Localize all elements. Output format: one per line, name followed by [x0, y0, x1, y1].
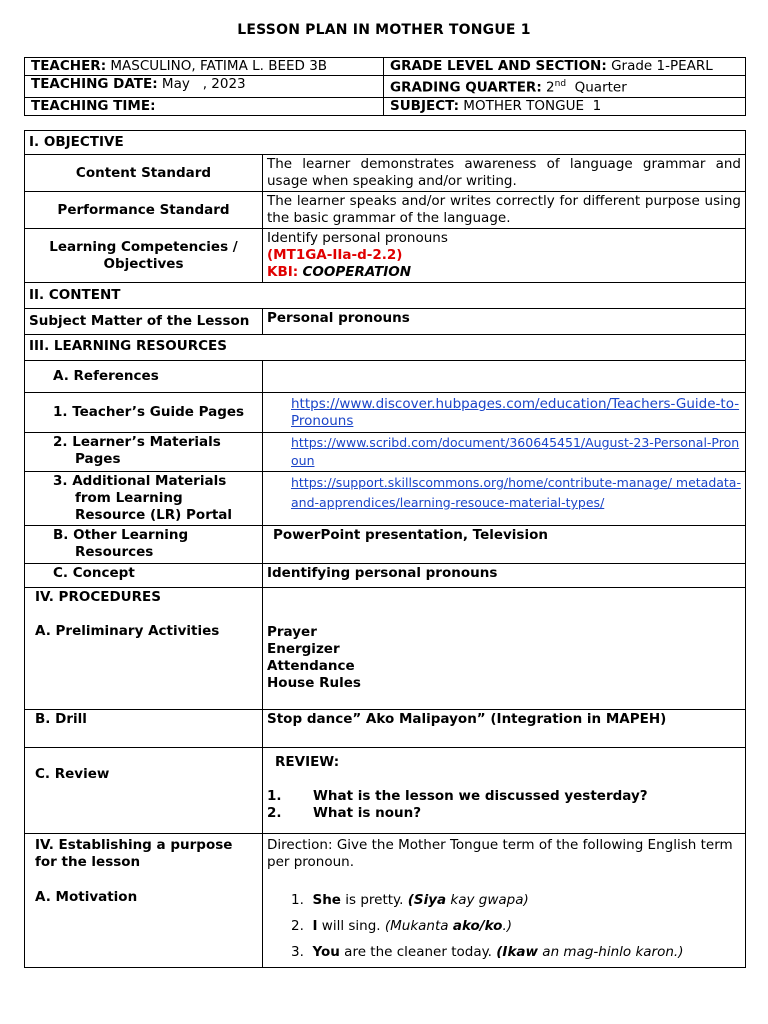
teachers-guide-link[interactable]: https://www.discover.hubpages.com/education/Teachers-Guide-to-Pronouns	[291, 396, 740, 429]
date-label: TEACHING DATE:	[31, 76, 158, 92]
kbi-label: KBI:	[267, 264, 299, 280]
teacher-cell	[25, 58, 384, 76]
other-resources-cell	[25, 526, 263, 564]
purpose-label-cell	[25, 834, 263, 968]
subject-value: MOTHER TONGUE 1	[463, 97, 602, 114]
additional-materials-cell	[25, 472, 263, 526]
motivation-item: 2. I will sing. (Mukanta ako/ko.)	[291, 918, 513, 934]
teachers-guide-cell	[263, 393, 746, 433]
resources-heading: III. LEARNING RESOURCES	[25, 335, 746, 361]
content-standard-label: Content Standard	[25, 155, 263, 192]
quarter-label: GRADING QUARTER:	[390, 79, 542, 96]
lesson-table	[24, 130, 746, 968]
motivation-item: 3. You are the cleaner today. (Ikaw an mag-hinlo karon.)	[291, 944, 684, 960]
additional-materials-link[interactable]: https://support.skillscommons.org/home/contribute-manage/ metadata-and-apprendices/learning-resouce-material-types/	[291, 475, 741, 510]
quarter-word: Quarter	[574, 79, 627, 96]
competencies-label: Learning Competencies / Objectives	[25, 229, 263, 283]
grade-cell	[384, 58, 746, 76]
time-label: TEACHING TIME:	[31, 97, 156, 114]
competency-code: (MT1GA-IIa-d-2.2)	[267, 247, 403, 263]
teacher-label: TEACHER:	[31, 58, 107, 74]
motivation-label: A. Motivation	[35, 889, 138, 905]
preliminary-item: Energizer	[267, 641, 340, 657]
additional-materials-label: 3. Additional Materials	[53, 473, 227, 489]
other-resources-label-2: Resources	[75, 544, 154, 560]
subject-matter-value: Personal pronouns	[263, 309, 746, 335]
procedures-heading: IV. PROCEDURES	[35, 589, 161, 605]
competencies-cell	[263, 229, 746, 283]
quarter-cell	[384, 76, 746, 98]
motivation-item: 1. She is pretty. (Siya kay gwapa)	[291, 892, 529, 908]
preliminary-item: Prayer	[267, 624, 317, 640]
header-table	[24, 57, 746, 116]
motivation-cell	[263, 834, 746, 968]
preliminary-list	[263, 588, 746, 710]
document-title: LESSON PLAN IN MOTHER TONGUE 1	[237, 22, 531, 38]
purpose-label: IV. Establishing a purpose for the lesson	[35, 837, 233, 870]
content-standard-value: The learner demonstrates awareness of language grammar and usage when speaking and/or writing.	[263, 155, 746, 192]
other-resources-label: B. Other Learning	[53, 527, 189, 543]
kbi-value: COOPERATION	[302, 264, 412, 280]
quarter-sup: nd	[554, 79, 567, 89]
grade-value: Grade 1-PEARL	[611, 58, 713, 74]
learners-materials-link-cell	[263, 433, 746, 472]
learners-materials-label: 2. Learner’s Materials	[53, 434, 221, 450]
review-cell: REVIEW: 1. What is the lesson we discussed yesterday? 2. What is noun?	[263, 748, 746, 834]
review-item: What is the lesson we discussed yesterday?	[313, 788, 648, 804]
performance-standard-value: The learner speaks and/or writes correctly for different purpose using the basic grammar of the language.	[263, 192, 746, 229]
direction-text: Direction: Give the Mother Tongue term of the following English term per pronoun.	[267, 837, 733, 870]
motivation-list	[267, 887, 741, 965]
drill-label: B. Drill	[25, 710, 263, 748]
additional-materials-label-2: from Learning	[75, 490, 183, 506]
teacher-value: MASCULINO, FATIMA L. BEED 3B	[110, 58, 328, 74]
additional-materials-link-cell	[263, 472, 746, 526]
content-heading: II. CONTENT	[25, 283, 746, 309]
references-value	[263, 361, 746, 393]
other-resources-value: PowerPoint presentation, Television	[263, 526, 746, 564]
additional-materials-label-3: Resource (LR) Portal	[75, 507, 233, 523]
subject-label: SUBJECT:	[390, 97, 459, 114]
review-label: C. Review	[25, 748, 263, 834]
time-cell	[25, 97, 384, 115]
preliminary-item: House Rules	[267, 675, 361, 691]
teachers-guide-label: 1. Teacher’s Guide Pages	[25, 393, 263, 433]
drill-value: Stop dance” Ako Malipayon” (Integration in MAPEH)	[263, 710, 746, 748]
references-label: A. References	[25, 361, 263, 393]
review-item: What is noun?	[313, 805, 422, 821]
procedures-label-cell	[25, 588, 263, 710]
learners-materials-cell	[25, 433, 263, 472]
learners-materials-label-2: Pages	[75, 451, 121, 467]
preliminary-label: A. Preliminary Activities	[35, 623, 220, 639]
learners-materials-link[interactable]: https://www.scribd.com/document/360645451/August-23-Personal-Pronoun	[291, 435, 740, 468]
concept-value: Identifying personal pronouns	[263, 564, 746, 588]
subject-cell	[384, 97, 746, 115]
date-cell	[25, 76, 384, 98]
objective-heading: I. OBJECTIVE	[25, 131, 746, 155]
subject-matter-label: Subject Matter of the Lesson	[25, 309, 263, 335]
performance-standard-label: Performance Standard	[25, 192, 263, 229]
concept-label: C. Concept	[25, 564, 263, 588]
competencies-value: Identify personal pronouns	[267, 230, 448, 246]
date-value: May , 2023	[161, 76, 246, 92]
preliminary-item: Attendance	[267, 658, 355, 674]
grade-label: GRADE LEVEL AND SECTION:	[390, 58, 607, 74]
quarter-num: 2	[546, 79, 555, 96]
review-heading: REVIEW:	[275, 754, 340, 770]
